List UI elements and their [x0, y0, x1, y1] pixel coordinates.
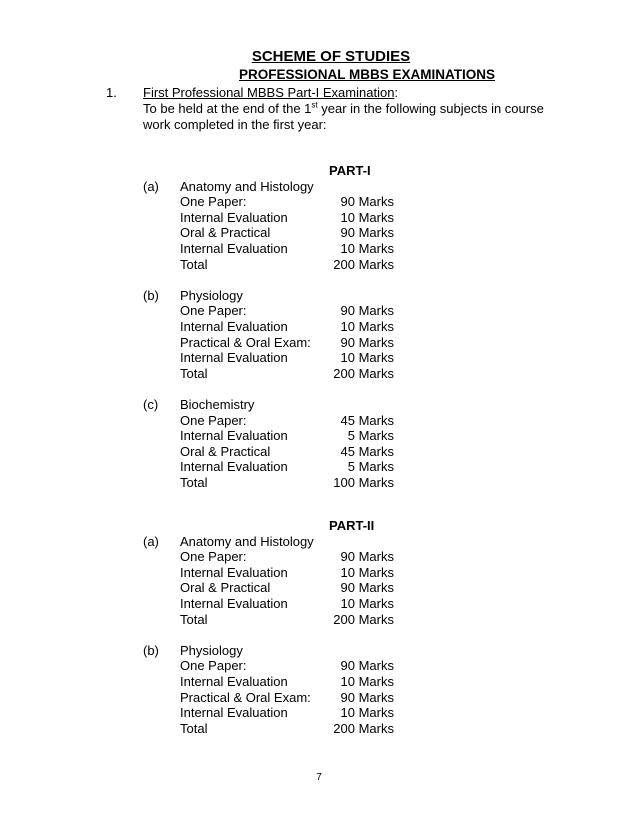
marks-row-value: 200 Marks	[333, 720, 394, 736]
section-letter: (b)	[143, 287, 159, 303]
marks-row-value: 10 Marks	[340, 705, 394, 721]
marks-row-label: Internal Evaluation	[180, 459, 288, 475]
marks-row-value: 200 Marks	[333, 256, 394, 272]
marks-row-label: Total	[180, 365, 208, 381]
item-heading-colon: :	[394, 85, 399, 100]
intro-line-1-sup: st	[311, 100, 318, 110]
marks-row-label: One Paper:	[180, 303, 247, 319]
marks-row-value: 90 Marks	[340, 334, 394, 350]
marks-row-value: 5 Marks	[347, 428, 394, 444]
intro-line-2: work completed in the first year:	[143, 117, 327, 132]
section-letter: (c)	[143, 397, 159, 412]
section-letter: (b)	[143, 642, 159, 658]
section-letter: (a)	[143, 178, 159, 194]
page-title: SCHEME OF STUDIES	[251, 48, 411, 65]
item-number: 1.	[106, 85, 117, 100]
marks-row-value: 90 Marks	[340, 303, 394, 319]
marks-row-label: Oral & Practical	[180, 443, 271, 459]
part-heading: PART-II	[329, 518, 375, 533]
marks-row-value: 45 Marks	[340, 443, 394, 459]
marks-row-label: Internal Evaluation	[180, 350, 288, 366]
item-heading: First Professional MBBS Part-I Examination	[143, 85, 395, 100]
marks-row-label: Practical & Oral Exam:	[180, 334, 311, 350]
marks-row-label: Oral & Practical	[180, 225, 271, 241]
marks-row-value: 5 Marks	[347, 459, 394, 475]
marks-row-label: Total	[180, 611, 208, 627]
marks-row-value: 90 Marks	[340, 689, 394, 705]
marks-row-label: Internal Evaluation	[180, 428, 288, 444]
item-heading-line	[143, 85, 398, 101]
marks-row-value: 90 Marks	[340, 225, 394, 241]
marks-row-value: 90 Marks	[340, 549, 394, 565]
part-heading: PART-I	[329, 163, 371, 178]
marks-row-label: Internal Evaluation	[180, 209, 288, 225]
marks-row-label: Practical & Oral Exam:	[180, 689, 311, 705]
marks-row-value: 10 Marks	[340, 674, 394, 689]
section-subject: Anatomy and Histology	[180, 178, 314, 194]
page-number: 7	[316, 772, 322, 783]
marks-row-label: Total	[180, 256, 208, 272]
intro-line-1-start: To be held at the end of the 1	[143, 101, 312, 116]
section-subject: Physiology	[180, 287, 243, 303]
marks-row-value: 90 Marks	[340, 580, 394, 596]
marks-row-value: 90 Marks	[340, 658, 394, 674]
intro-line-1-end: year in the following subjects in course	[317, 101, 544, 116]
marks-row-value: 10 Marks	[340, 596, 394, 611]
marks-row-label: One Paper:	[180, 658, 247, 674]
marks-row-label: Internal Evaluation	[180, 596, 288, 611]
section-letter: (a)	[143, 533, 159, 549]
marks-row-value: 200 Marks	[333, 365, 394, 381]
marks-row-value: 90 Marks	[340, 194, 394, 210]
marks-row-label: Internal Evaluation	[180, 674, 288, 689]
marks-row-label: Internal Evaluation	[180, 319, 288, 334]
marks-row-value: 200 Marks	[333, 611, 394, 627]
marks-row-value: 10 Marks	[340, 350, 394, 366]
marks-row-label: Total	[180, 475, 208, 490]
intro-line-1	[143, 101, 544, 117]
marks-row-label: Total	[180, 720, 208, 736]
page-subtitle: PROFESSIONAL MBBS EXAMINATIONS	[238, 67, 496, 82]
section-subject: Physiology	[180, 642, 243, 658]
marks-row-label: One Paper:	[180, 549, 247, 565]
marks-row-label: Internal Evaluation	[180, 241, 288, 256]
marks-row-label: Internal Evaluation	[180, 705, 288, 721]
marks-row-value: 45 Marks	[340, 412, 394, 428]
marks-row-value: 10 Marks	[340, 209, 394, 225]
marks-row-value: 10 Marks	[340, 241, 394, 256]
marks-row-value: 10 Marks	[340, 564, 394, 580]
marks-row-value: 100 Marks	[333, 475, 394, 490]
marks-row-label: One Paper:	[180, 194, 247, 210]
section-subject: Anatomy and Histology	[180, 533, 314, 549]
marks-row-value: 10 Marks	[340, 319, 394, 334]
marks-row-label: One Paper:	[180, 412, 247, 428]
marks-row-label: Oral & Practical	[180, 580, 271, 596]
section-subject: Biochemistry	[180, 397, 255, 412]
marks-row-label: Internal Evaluation	[180, 564, 288, 580]
